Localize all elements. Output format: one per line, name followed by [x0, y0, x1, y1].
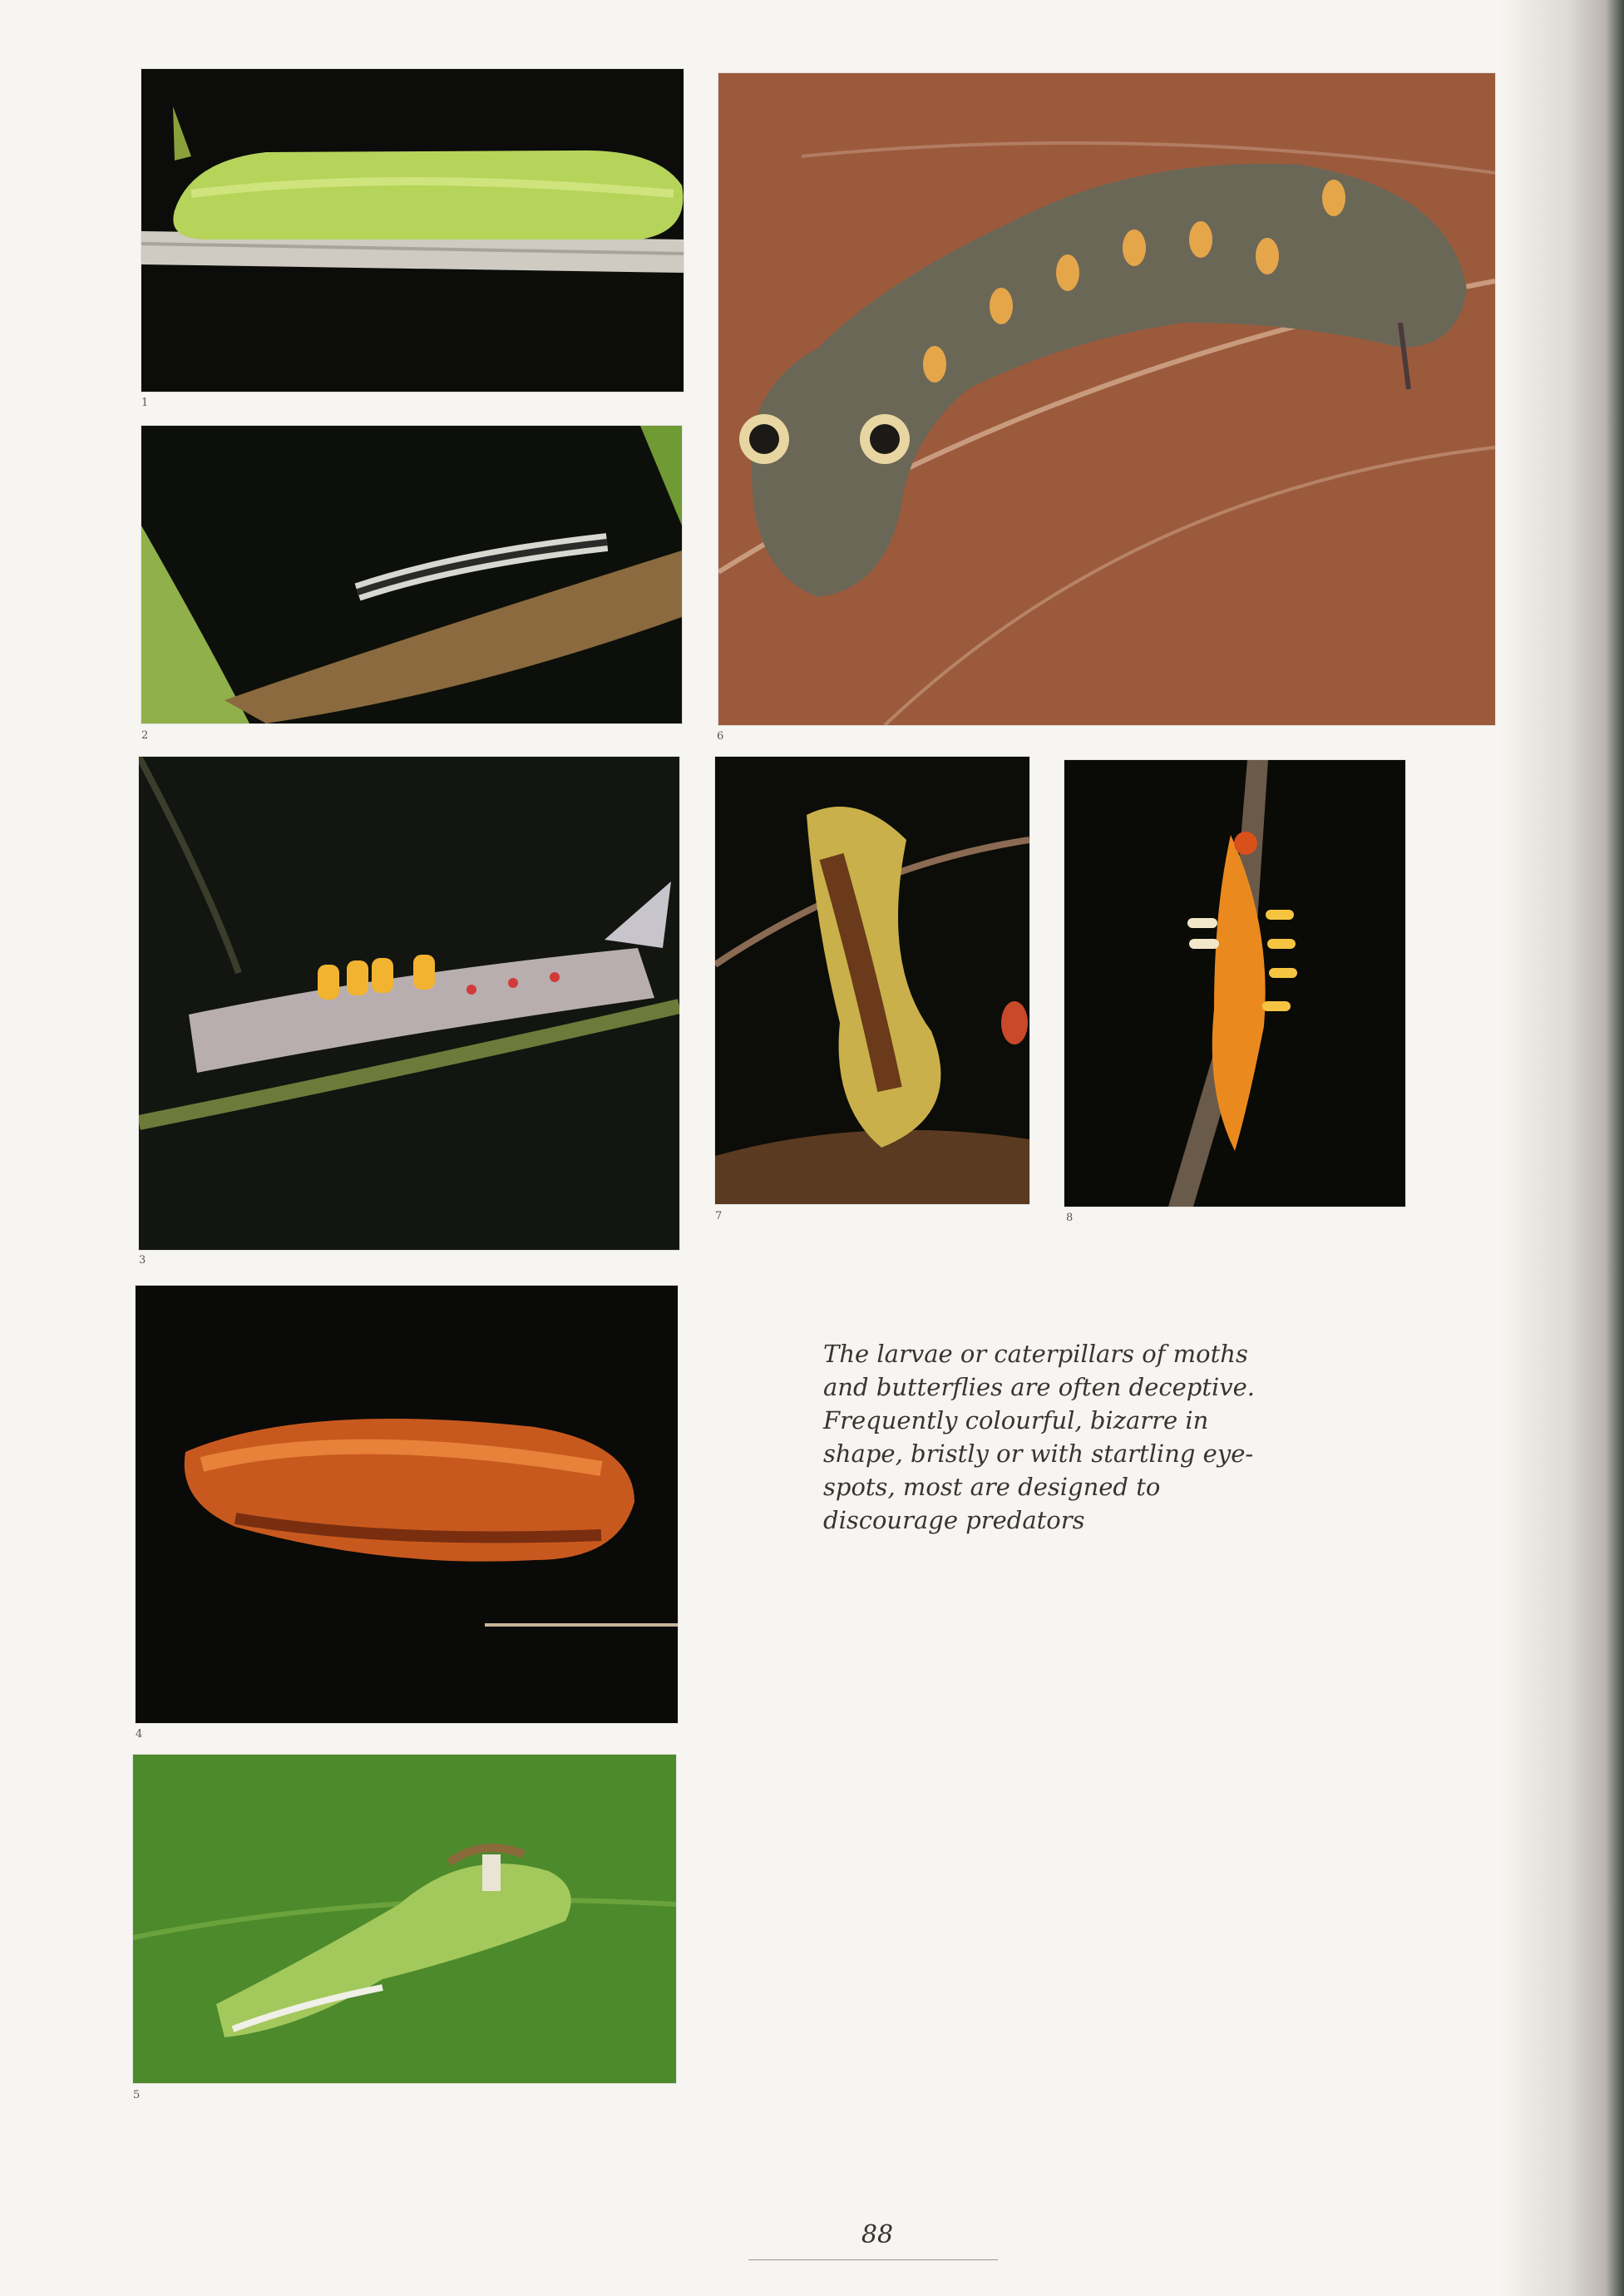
photo-4-number: 4	[136, 1728, 143, 1741]
page-edge-shadow	[1499, 0, 1624, 2296]
page-number: 88	[861, 2220, 894, 2249]
footer-rule	[748, 2259, 998, 2260]
caption-line: shape, bristly or with startling eye-	[823, 1439, 1254, 1468]
caption-line: The larvae or caterpillars of moths	[823, 1340, 1248, 1368]
photo-8-orange-spiny-caterpillar	[1064, 760, 1405, 1207]
photo-3-number: 3	[139, 1254, 146, 1267]
photo-1-green-caterpillar	[141, 69, 684, 392]
photo-7-yellow-hairy-caterpillar	[715, 757, 1029, 1204]
photo-2-bristly-caterpillar	[141, 426, 682, 723]
photo-2-number: 2	[141, 729, 149, 742]
photo-5-number: 5	[133, 2089, 141, 2101]
photo-8-number: 8	[1066, 1212, 1074, 1224]
photo-6-number: 6	[717, 730, 724, 743]
photo-4-orange-hairy-caterpillar	[136, 1286, 678, 1723]
caption-line: spots, most are designed to	[823, 1473, 1161, 1501]
photo-3-tussock-caterpillar	[139, 757, 679, 1250]
caption-line: Frequently colourful, bizarre in	[823, 1406, 1209, 1434]
caption-line: discourage predators	[823, 1506, 1085, 1534]
photo-6-hawkmoth-caterpillar	[718, 73, 1495, 725]
photo-1-number: 1	[141, 397, 149, 409]
photo-5-swallowtail-caterpillar	[133, 1755, 676, 2083]
caption-text	[823, 1337, 1256, 1537]
caption-line: and butterflies are often deceptive.	[823, 1373, 1256, 1401]
photo-7-number: 7	[715, 1210, 723, 1222]
